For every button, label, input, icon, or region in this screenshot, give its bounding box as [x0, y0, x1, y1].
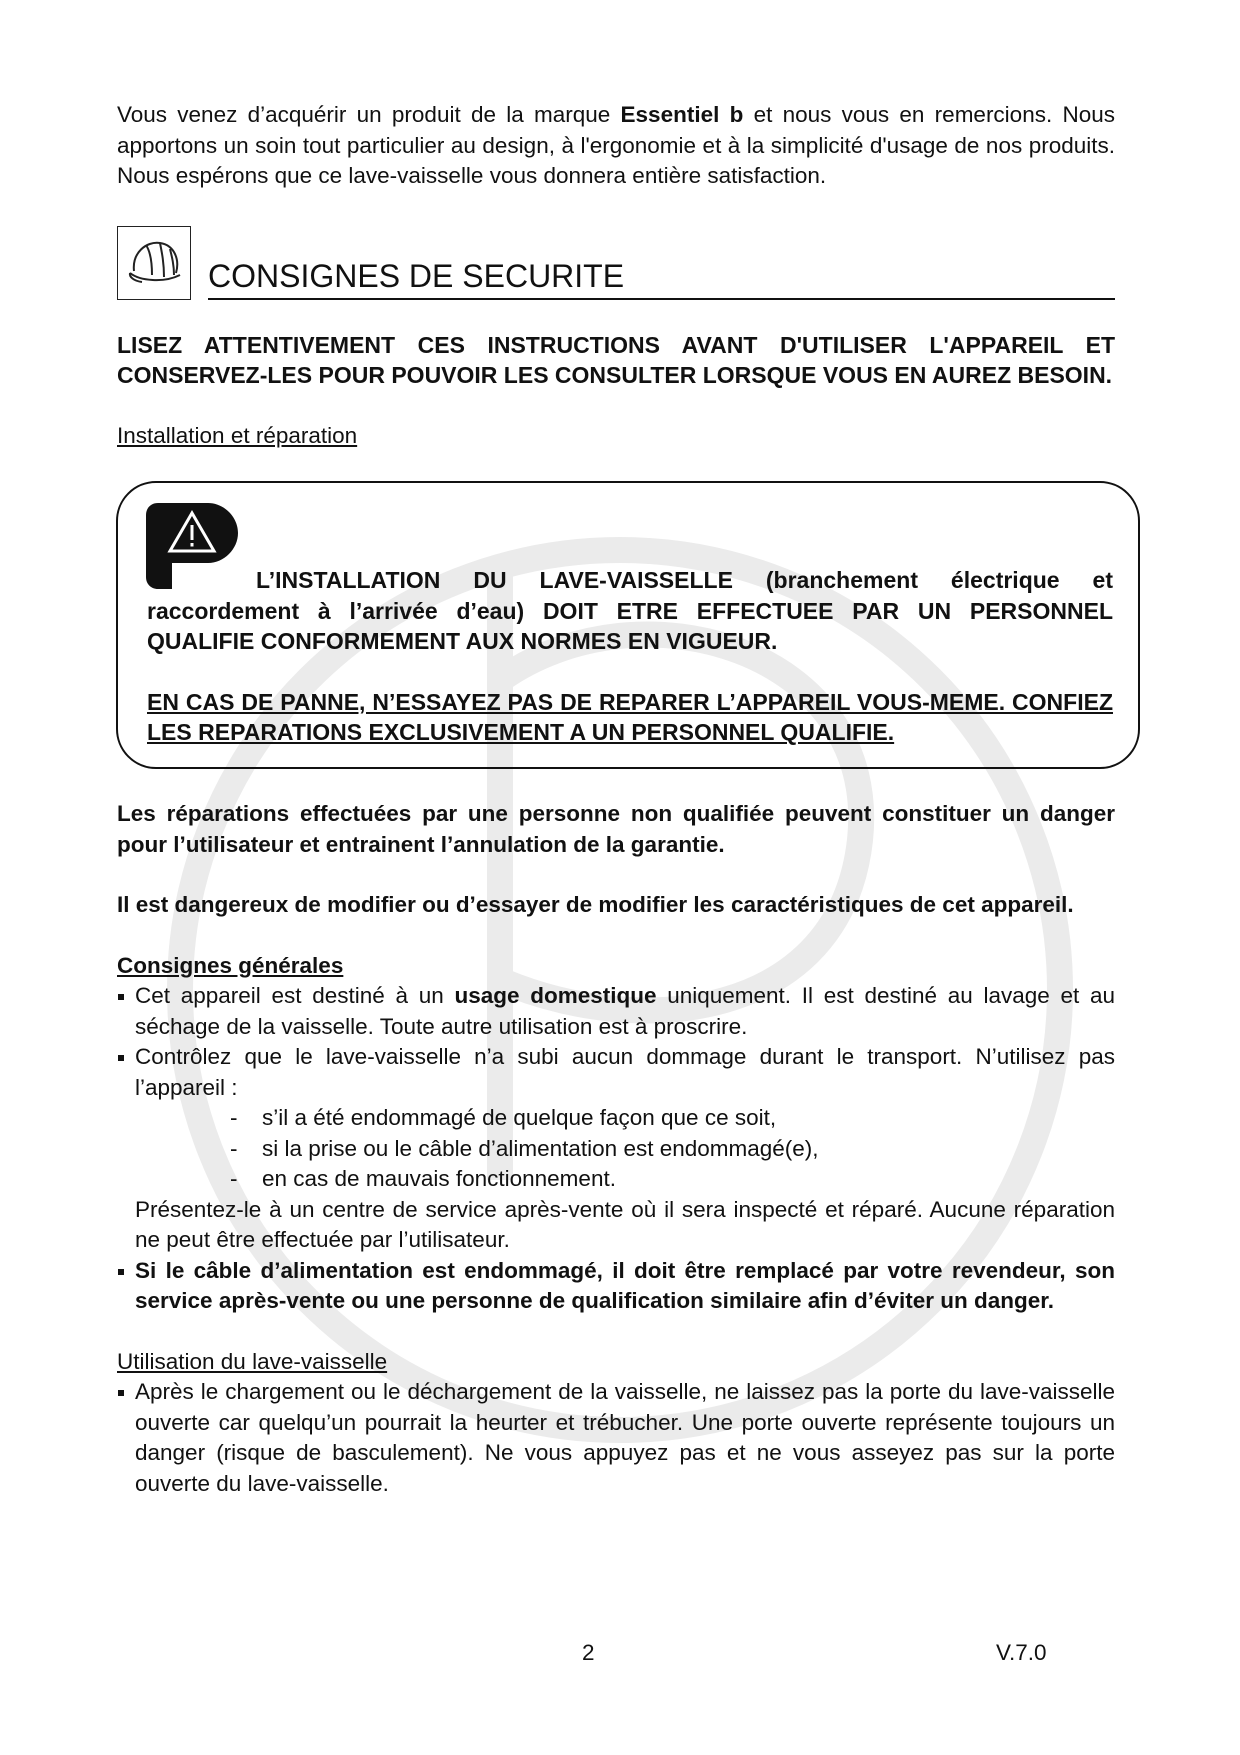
general-list-continued: [117, 1256, 1115, 1317]
repair-warning: EN CAS DE PANNE, N’ESSAYEZ PAS DE REPARER L’APPAREIL VOUS-MEME. CONFIEZ LES REPARATIONS EXCLUSIVEMENT A UN PERSONNEL QUALIFIE.: [147, 688, 1113, 745]
usage-list: [117, 1377, 1115, 1499]
list-item-text-continued: uniquement. Il est destiné au lavage et au séchage de la vaisselle. Toute autre utilisation est à proscrire.: [135, 983, 1116, 1039]
safety-helmet-icon: [117, 226, 191, 300]
list-item: [117, 1042, 1115, 1103]
page-number: 2: [582, 1640, 595, 1665]
section-title: CONSIGNES DE SECURITE: [208, 256, 1115, 300]
general-list: [117, 981, 1115, 1103]
list-item-text: s’il a été endommagé de quelque façon que ce soit,: [262, 1105, 777, 1130]
intro-text-continued: et nous vous en remercions. Nous apportons un soin tout particulier au design, à l'ergonomie et à la simplicité d'usage de nos produits. Nous espérons que ce lave-vaisselle vous donnera entière satisfaction.: [117, 102, 1115, 188]
intro-paragraph: [117, 100, 1115, 192]
list-item: [117, 1164, 1115, 1195]
list-item: Si le câble d’alimentation est endommagé, il doit être remplacé par votre revendeur, son service après-vente ou une personne de qualification similaire afin d’éviter un danger.: [117, 1256, 1115, 1317]
intro-text: Vous venez d’acquérir un produit de la marque: [117, 102, 621, 127]
brand-name: Essentiel b: [620, 102, 744, 127]
usage-subheading: Utilisation du lave-vaisselle: [117, 1348, 388, 1374]
page-content: [117, 100, 1115, 1499]
list-item: [117, 981, 1115, 1042]
installation-subheading: Installation et réparation: [117, 422, 358, 448]
installation-requirement: L’INSTALLATION DU LAVE-VAISSELLE (branchement électrique et raccordement à l’arrivée d’eau) DOIT ETRE EFFECTUEE PAR UN PERSONNEL QUALIFIE CONFORMEMENT AUX NORMES EN VIGUEUR.: [147, 567, 1113, 654]
after-sales-paragraph: Présentez-le à un centre de service après-vente où il sera inspecté et réparé. Aucune réparation ne peut être effectuée par l’utilisateur.: [135, 1196, 1115, 1252]
list-item-text: Contrôlez que le lave-vaisselle n’a subi aucun dommage durant le transport. N’utilisez pas l’appareil :: [135, 1044, 1115, 1100]
list-item-text: si la prise ou le câble d’alimentation est endommagé(e),: [262, 1135, 819, 1161]
domestic-use-emphasis: usage domestique: [454, 983, 657, 1008]
list-item-text: Cet appareil est destiné à un: [135, 983, 455, 1008]
installation-warning-box: [116, 481, 1140, 769]
modification-danger-paragraph: Il est dangereux de modifier ou d’essayer de modifier les caractéristiques de cet appareil.: [117, 892, 1074, 917]
installation-warning-text: [147, 565, 1113, 748]
general-subheading: Consignes générales: [117, 952, 344, 978]
section-header: [117, 222, 1115, 300]
unqualified-repair-paragraph: Les réparations effectuées par une personne non qualifiée peuvent constituer un danger pour l’utilisateur et entrainent l’annulation de la garantie.: [117, 801, 1115, 857]
list-item-text: en cas de mauvais fonctionnement.: [262, 1166, 616, 1191]
list-item: [117, 1103, 1115, 1134]
read-instructions-warning: LISEZ ATTENTIVEMENT CES INSTRUCTIONS AVANT D'UTILISER L'APPAREIL ET CONSERVEZ-LES POUR POUVOIR LES CONSULTER LORSQUE VOUS EN AUREZ BESOIN.: [117, 331, 1115, 388]
list-item: [117, 1134, 1115, 1165]
damage-conditions-list: [117, 1103, 1115, 1195]
document-version: V.7.0: [996, 1640, 1047, 1665]
list-item: Après le chargement ou le déchargement de la vaisselle, ne laissez pas la porte du lave-vaisselle ouverte car quelqu’un pourrait la heurter et trébucher. Une porte ouverte représente toujours un danger (risque de basculement). Ne vous appuyez pas et ne vous asseyez pas sur la porte ouverte du lave-vaisselle.: [117, 1377, 1115, 1499]
